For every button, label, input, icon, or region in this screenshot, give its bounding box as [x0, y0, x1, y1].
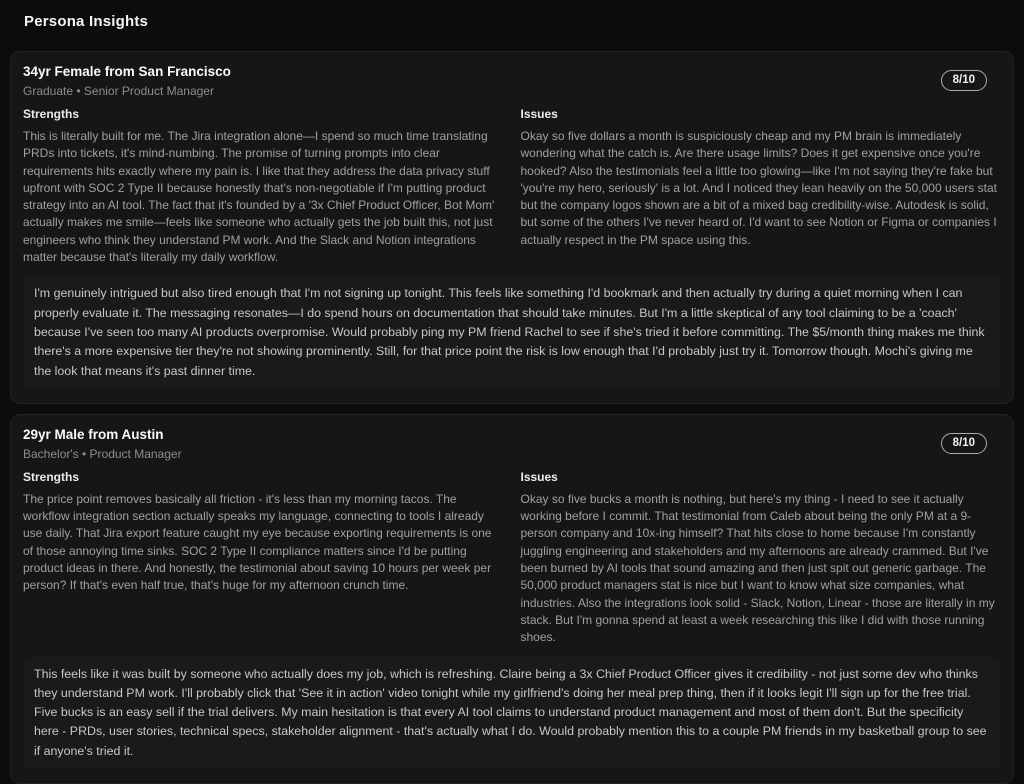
page-title: Persona Insights	[24, 13, 149, 30]
persona-card-header	[23, 427, 1001, 461]
strengths-label: Strengths	[23, 107, 80, 121]
issues-text: Okay so five bucks a month is nothing, but here's my thing - I need to see it actually working before I commit. That testimonial from Caleb about being the only PM at a 9-person company and 10x-ing himself? That hits close to home because I'm constantly juggling engineering and stakeholders and my afternoons are already crammed. But I've been burned by AI tools that sound amazing and then just spit out generic garbage. The 50,000 product managers stat is nice but I want to know what size companies, what industries. Also the integrations look solid - Slack, Notion, Linear - those are literally in my stack. But I'm gonna spend at least a week researching this like I did with those running shoes.	[520, 491, 995, 645]
strengths-text: The price point removes basically all friction - it's less than my morning tacos. The workflow integration section actually speaks my language, connecting to tools I already use daily. That Jira export feature caught my eye because exporting requirements is one of those annoying time sinks. SOC 2 Type II compliance matters since I'd be putting product ideas in there. And honestly, the testimonial about saving 10 hours per week per person? If that's even half true, that's huge for my afternoon crunch time.	[23, 491, 492, 593]
persona-columns	[23, 107, 1001, 266]
issues-text: Okay so five dollars a month is suspiciously cheap and my PM brain is immediately wondering what the catch is. Are there usage limits? Does it get expensive once you're hooked? Also the testimonials feel a little too glowing—like I'm not saying they're fake but 'you're my hero, seriously' is a lot. And I noticed they lean heavily on the 50,000 users stat but the company logos shown are a bit of a mixed bag credibility-wise. Autodesk is solid, but some of the others I've never heard of. I'd want to see Notion or Figma or companies I actually respect in the PM space using this.	[520, 129, 997, 247]
persona-summary: I'm genuinely intrigued but also tired enough that I'm not signing up tonight. This feels like something I'd bookmark and then actually try during a quiet morning when I can properly evaluate it. The messaging resonates—I do spend hours on documentation that should take minutes. But I'm a little skeptical of any tool claiming to be a 'coach' because I've seen too many AI products overpromise. Would probably ping my PM friend Rachel to see if she's tried it before committing. The $5/month thing makes me think there's a more expensive tier they're not showing prominently. Still, for that price point the risk is low enough that I'd probably just try it. Tomorrow though. Mochi's giving me the look that means it's past dinner time.	[34, 286, 985, 378]
persona-title: 34yr Female from San Francisco	[23, 64, 231, 79]
persona-title: 29yr Male from Austin	[23, 426, 164, 442]
strengths-text: This is literally built for me. The Jira integration alone—I spend so much time translating PRDs into tickets, it's mind-numbing. The promise of turning prompts into clear requirements hits exactly where my pain is. I like that they address the data privacy stuff upfront with SOC 2 Type II because honestly that's non-negotiable if I'm putting product strategy into an AI tool. The fact that it's founded by a '3x Chief Product Officer, Bot Mom' actually makes me smile—feels like someone who actually gets the job built this, not just engineers who think they understand PM work. And the Slack and Notion integrations matter because that's literally my daily workflow.	[23, 129, 495, 265]
issues-column	[521, 107, 1002, 266]
persona-columns	[23, 470, 1001, 647]
strengths-column	[23, 107, 504, 266]
issues-column	[521, 470, 1002, 647]
score-badge: 8/10	[941, 433, 987, 454]
persona-subtitle: Graduate • Senior Product Manager	[23, 84, 214, 98]
persona-subtitle: Bachelor's • Product Manager	[23, 446, 182, 461]
persona-identity	[23, 427, 182, 461]
persona-card	[10, 51, 1014, 404]
issues-label: Issues	[520, 107, 558, 121]
score-badge: 8/10	[941, 70, 987, 91]
strengths-column	[23, 470, 504, 647]
persona-card-header	[23, 64, 1001, 98]
persona-summary: This feels like it was built by someone who actually does my job, which is refreshing. Claire being a 3x Chief Product Officer gives it credibility - not just some dev who thinks they understand PM work. I'll probably click that 'See it in action' video tonight while my girlfriend's doing her meal prep thing, then if it looks legit I'll sign up for the free trial. Five bucks is an easy sell if the trial delivers. My main hesitation is that every AI tool claims to understand product management and most of them don't. But the specificity here - PRDs, user stories, technical specs, stakeholder alignment - that's actually what I do. Would probably mention this to a couple PM friends in my basketball group to see if anyone's tried it.	[34, 666, 987, 758]
persona-cards-list	[10, 51, 1014, 784]
persona-card	[10, 414, 1014, 784]
issues-label: Issues	[520, 469, 558, 484]
strengths-label: Strengths	[23, 469, 80, 484]
persona-identity	[23, 64, 231, 98]
